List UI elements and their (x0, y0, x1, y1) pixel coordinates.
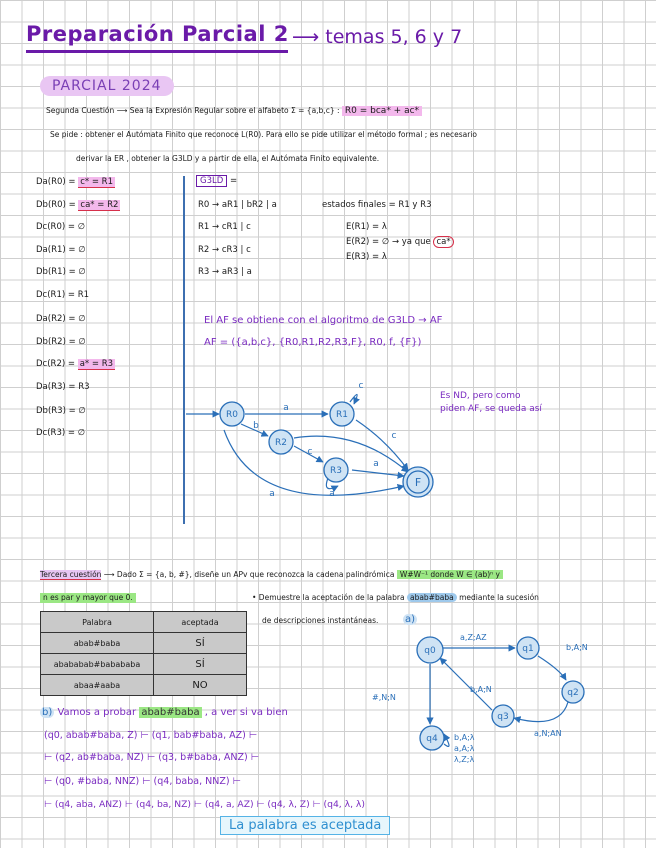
derivative-item (36, 428, 85, 438)
derivative-text: Db(R3) = ∅ (36, 406, 86, 416)
q3-line2: n es par y mayor que 0. (40, 593, 136, 603)
g3ld-header (196, 176, 237, 186)
pda-edge-q3-q0 (440, 658, 492, 710)
g3ld-label: G3LD (196, 175, 227, 187)
pda-edge-q2-q3 (514, 702, 568, 722)
table-cell: SÍ (154, 654, 247, 675)
derivative-text: Da(R1) = ∅ (36, 245, 86, 255)
nfa-edge-label: c (307, 447, 313, 457)
parcial-label: PARCIAL 2024 (40, 76, 174, 96)
derivative-item (36, 337, 86, 347)
af-note-2: piden AF, se queda así (440, 404, 542, 414)
q3-bullet1 (252, 593, 539, 603)
part-b-prefix: Vamos a probar (57, 707, 137, 718)
nfa-diagram (186, 380, 446, 520)
table-cell: abaa#aaba (41, 675, 154, 696)
table-header: Palabra (41, 612, 154, 633)
q3-bullet1-rest: mediante la sucesión (459, 593, 539, 602)
pda-state-label: q4 (426, 734, 438, 744)
words-table (40, 611, 247, 696)
table-cell: SÍ (154, 633, 247, 654)
step-line-4: ⊢ (q4, aba, ANZ) ⊢ (q4, ba, NZ) ⊢ (q4, a, AZ) ⊢ (q4, λ, Z) ⊢ (q4, λ, λ) (44, 799, 365, 810)
part-b-suffix: , a ver si va bien (204, 707, 288, 718)
table-cell: abab#baba (41, 633, 154, 654)
derivative-item (36, 382, 90, 392)
q2-line2: Se pide : obtener el Autómata Finito que reconoce L(R0). Para ello se pide utilizar el método formal ; es necesario (50, 130, 477, 139)
pda-edge-label: b,A;N (470, 685, 492, 694)
derivative-item (36, 177, 115, 187)
q3-line1 (40, 570, 503, 580)
q3-language: W#W⁻¹ donde W ∈ (ab)ⁿ y (397, 570, 503, 579)
derivative-item (36, 267, 86, 277)
derivative-text: Dc(R2) = (36, 359, 75, 369)
g3ld-rule-0: R0 → aR1 | bR2 | a (198, 200, 277, 210)
g3ld-rule-3: R3 → aR3 | a (198, 267, 252, 277)
e-r3: E(R3) = λ (346, 252, 387, 262)
table-row (41, 675, 247, 696)
derivative-item (36, 222, 85, 232)
af-line2: AF = ({a,b,c}, {R0,R1,R2,R3,F}, R0, f, {F}) (204, 337, 422, 348)
step-line-2: ⊢ (q2, ab#baba, NZ) ⊢ (q3, b#baba, ANZ) ⊢ (44, 752, 259, 763)
nfa-edge-label: a (329, 489, 335, 499)
e-r2-text: E(R2) = ∅ → ya que (346, 237, 431, 247)
g3ld-rule-2: R2 → cR3 | c (198, 245, 251, 255)
pda-state-label: q3 (497, 712, 509, 722)
part-b-word: abab#baba (141, 707, 200, 718)
g3ld-rule-1: R1 → cR1 | c (198, 222, 251, 232)
pda-edge-label: a,A;λ (454, 744, 475, 753)
topic-text: ⟶ temas 5, 6 y 7 (292, 26, 463, 48)
pda-edge-label: λ,Z;λ (454, 755, 475, 764)
af-note-1: Es ND, pero como (440, 391, 521, 401)
part-b-label: b) (42, 707, 53, 718)
nfa-state-label: R2 (275, 438, 287, 448)
nfa-edge-label: c (358, 381, 364, 391)
part-a-label: a) (405, 614, 416, 625)
derivative-item (36, 406, 86, 416)
pda-edge-label: b,A;λ (454, 733, 475, 742)
q2-line3: derivar la ER , obtener la G3LD y a partir de ella, el Autómata Finito equivalente. (76, 154, 380, 163)
part-b-line (40, 707, 288, 718)
nfa-edge-label: b (253, 421, 259, 431)
pda-edge-label: #,N;N (372, 693, 396, 702)
derivative-text: Da(R0) = (36, 177, 76, 187)
derivative-text: Dc(R1) = R1 (36, 290, 90, 300)
nfa-loop-r1 (350, 394, 357, 404)
pda-loop-q4 (444, 734, 449, 746)
vertical-divider (183, 176, 185, 524)
nfa-edge-r3-f (352, 470, 404, 476)
af-line1: El AF se obtiene con el algoritmo de G3LD → AF (204, 315, 443, 326)
q2-line1 (46, 106, 422, 116)
pda-state-label: q2 (567, 688, 579, 698)
table-cell: abababab#babababa (41, 654, 154, 675)
derivative-text: Da(R3) = R3 (36, 382, 90, 392)
derivative-item (36, 200, 120, 210)
derivative-result: a* = R3 (79, 359, 114, 369)
q3-bullet2: de descripciones instantáneas. (262, 616, 379, 625)
pda-edge-q1-q2 (538, 656, 566, 680)
q3-bullet1-text: • Demuestre la aceptación de la palabra (252, 593, 405, 602)
e-r2-circled: ca* (433, 236, 453, 248)
derivative-item (36, 245, 86, 255)
nfa-state-label: R0 (226, 410, 238, 420)
derivative-text: Db(R1) = ∅ (36, 267, 86, 277)
pda-edge-label: b,A;N (566, 643, 588, 652)
derivative-text: Db(R0) = (36, 200, 76, 210)
title-underline (26, 50, 288, 53)
nfa-edge-label: a (373, 459, 379, 469)
q2-alphabet: Σ = {a,b,c} : (291, 106, 340, 115)
derivative-item (36, 314, 86, 324)
q3-text: ⟶ Dado Σ = {a, b, #}, diseñe un APv que reconozca la cadena palindrómica (103, 570, 395, 579)
table-header: aceptada (154, 612, 247, 633)
q3-prefix: Tercera cuestión (40, 570, 102, 579)
q2-expression: R0 = bca* + ac* (342, 106, 422, 116)
derivative-text: Db(R2) = ∅ (36, 337, 86, 347)
nfa-edge-label: c (391, 431, 397, 441)
q3-word: abab#baba (407, 593, 457, 602)
final-states: estados finales = R1 y R3 (322, 200, 432, 210)
step-line-1: (q0, abab#baba, Z) ⊢ (q1, bab#baba, AZ) ⊢ (44, 730, 258, 741)
pda-edge-label: a,N;AN (534, 729, 562, 738)
nfa-state-label: F (414, 476, 422, 489)
derivative-text: Da(R2) = ∅ (36, 314, 86, 324)
nfa-edge-label: a (283, 403, 289, 413)
nfa-state-label: R1 (336, 410, 348, 420)
nfa-state-label: R3 (330, 466, 342, 476)
derivative-text: Dc(R3) = ∅ (36, 428, 86, 438)
e-r2 (346, 237, 454, 247)
page-title: Preparación Parcial 2 (26, 22, 289, 46)
e-r1: E(R1) = λ (346, 222, 387, 232)
derivative-item (36, 290, 89, 300)
table-row (41, 654, 247, 675)
table-header-row (41, 612, 247, 633)
derivative-item (36, 359, 115, 369)
g3ld-eq: = (229, 176, 238, 186)
pda-edge-label: a,Z;AZ (460, 633, 487, 642)
pda-state-label: q0 (424, 646, 436, 656)
derivative-result: c* = R1 (80, 177, 113, 187)
q2-prefix: Segunda Cuestión ⟶ Sea la Expresión Regular sobre el alfabeto (46, 106, 289, 115)
accepted-box: La palabra es aceptada (220, 816, 390, 835)
pda-state-label: q1 (522, 644, 534, 654)
derivative-result: ca* = R2 (80, 200, 119, 210)
step-line-3: ⊢ (q0, #baba, NNZ) ⊢ (q4, baba, NNZ) ⊢ (44, 776, 241, 787)
table-cell: NO (154, 675, 247, 696)
nfa-edge-label: a (269, 489, 275, 499)
derivative-text: Dc(R0) = ∅ (36, 222, 86, 232)
pda-diagram (370, 626, 600, 776)
table-row (41, 633, 247, 654)
